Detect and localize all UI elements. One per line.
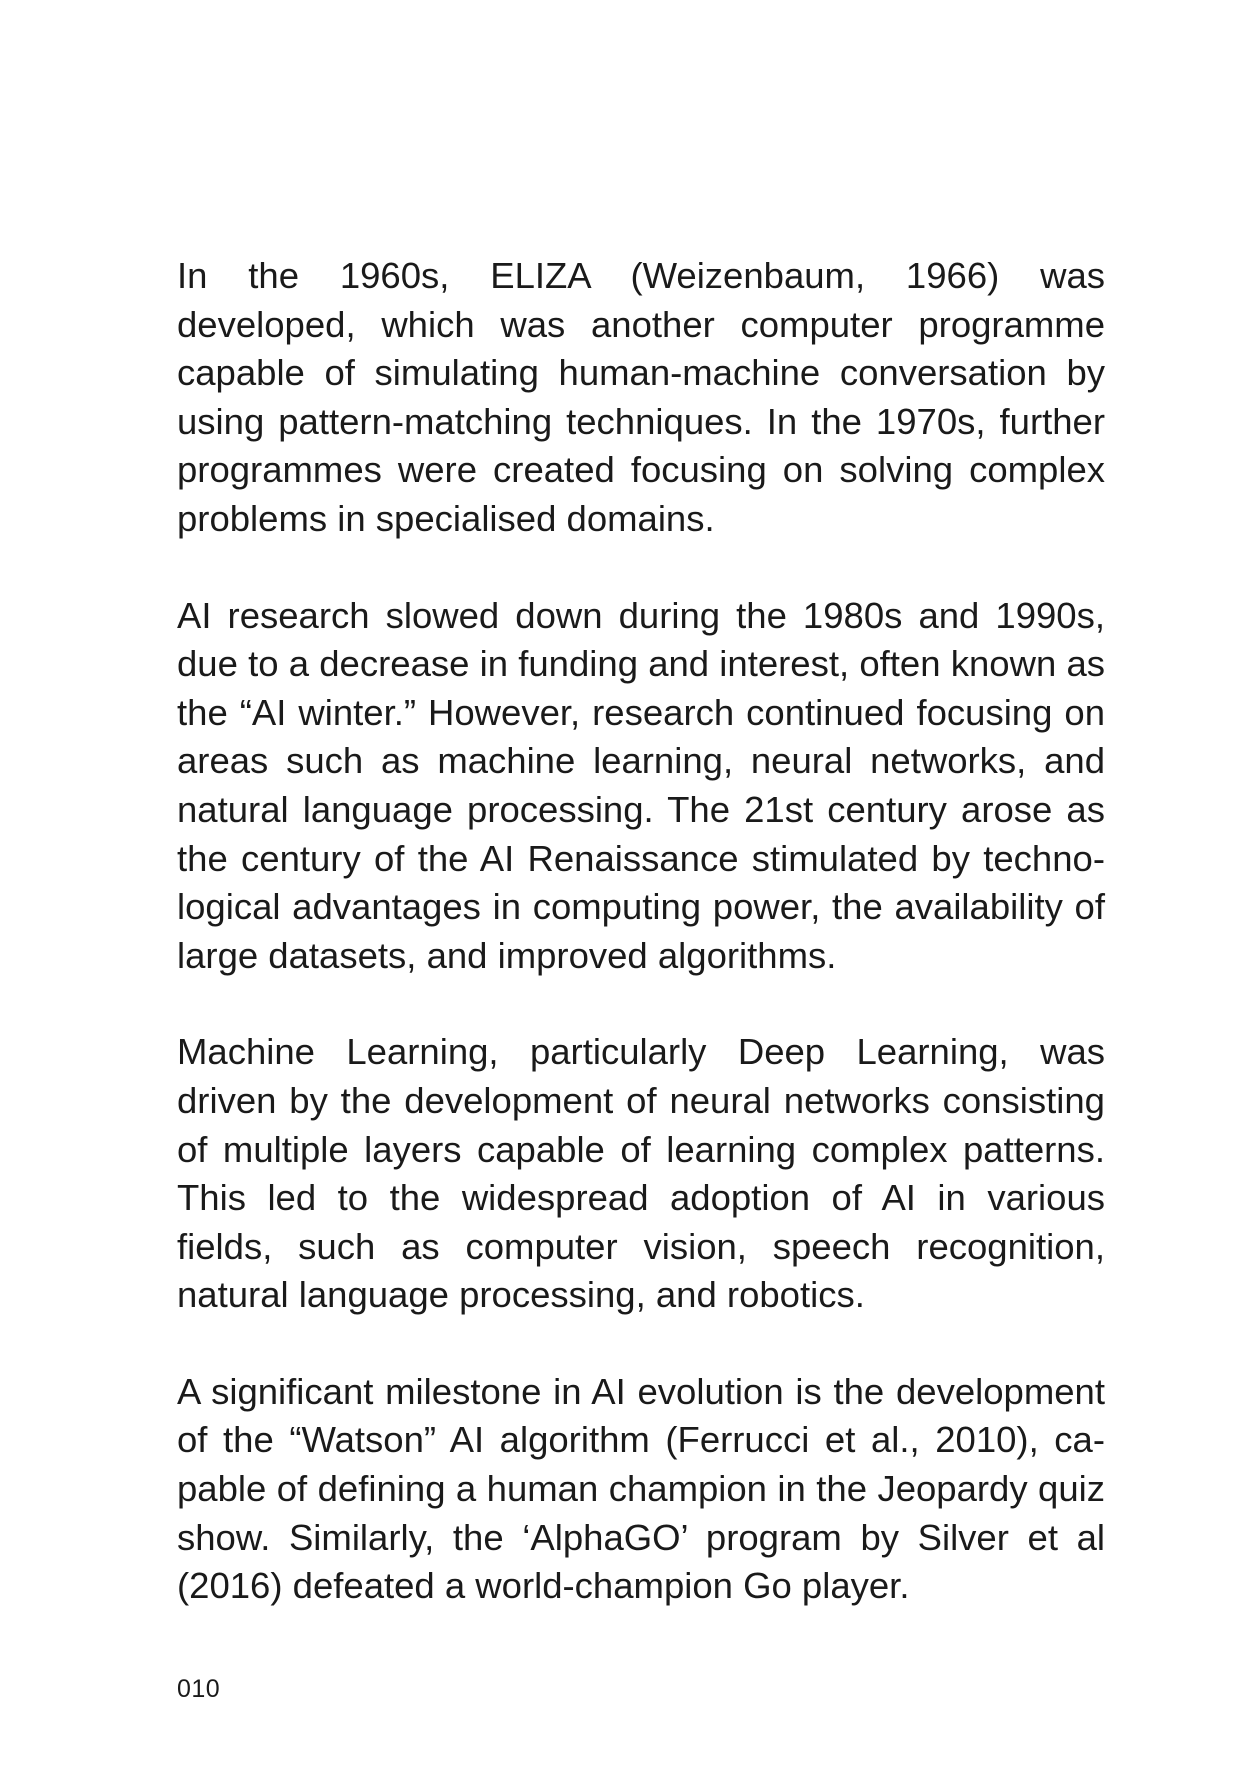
paragraph-eliza: In the 1960s, ELIZA (Weizenbaum, 1966) was developed, which was another computer programme capable of simulating human-machine conversation by using pattern-matching techniques. In the 1970s, further programmes were created focusing on solving complex problems in specialised domains.	[177, 255, 1105, 539]
body-text	[177, 252, 1105, 1611]
paragraph-milestones: A significant milestone in AI evolution is the development of the “Watson” AI algorithm (Ferrucci et al., 2010), capable of defining a human champion in the Jeopardy quiz show. Similarly, the ‘AlphaGO’ program by Silver et al (2016) defeated a world-champion Go player.	[177, 1370, 1105, 1607]
paragraph-ai-winter: AI research slowed down during the 1980s and 1990s, due to a decrease in funding and interest, often known as the “AI winter.” However, research continued focusing on areas such as machine learning, neural networks, and natural language processing. The 21st century arose as the century of the AI Renaissance stimulated by technological advantages in computing power, the availability of large datasets, and improved algorithms.	[177, 594, 1105, 976]
page-number: 010	[177, 1675, 221, 1703]
paragraph-machine-learning: Machine Learning, particularly Deep Learning, was driven by the development of neural networks consisting of multiple layers capable of learning complex patterns. This led to the widespread adoption of AI in various fields, such as computer vision, speech recognition, natural language processing, and robotics.	[177, 1031, 1105, 1316]
